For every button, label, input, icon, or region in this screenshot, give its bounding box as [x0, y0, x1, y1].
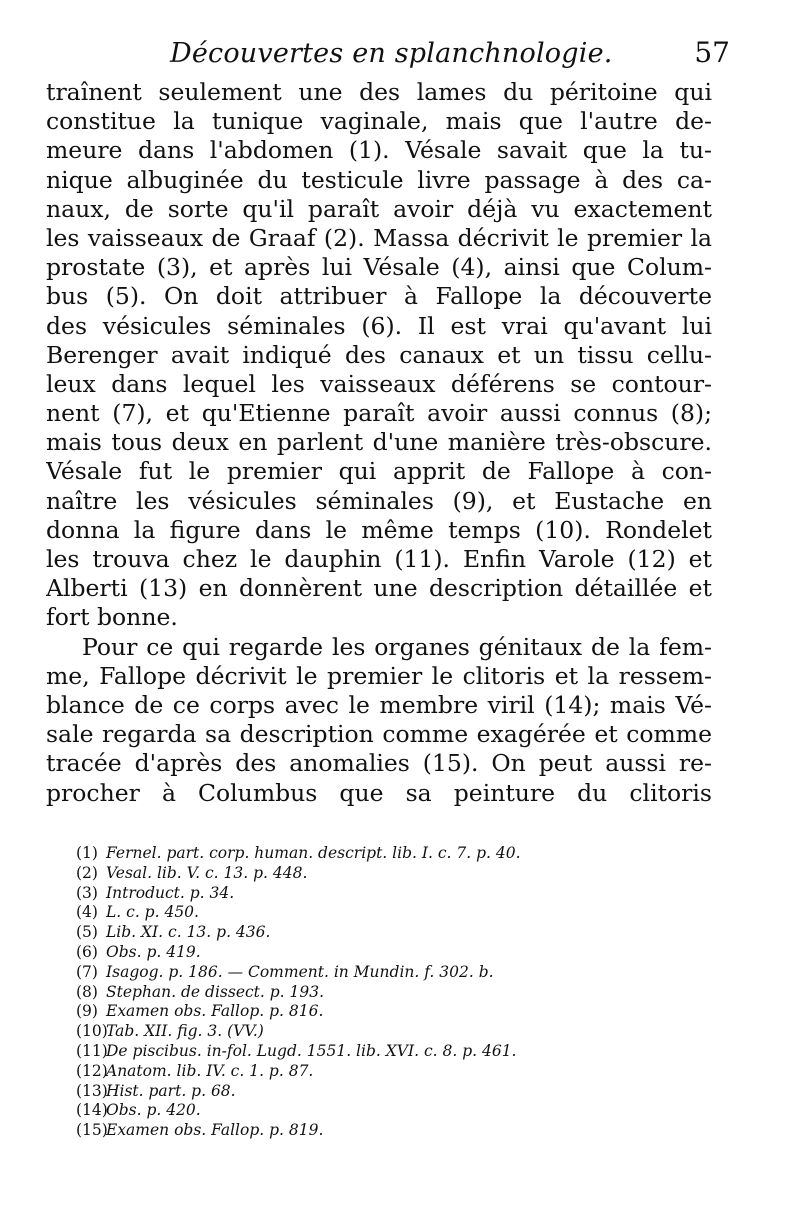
body-text: [46, 78, 712, 808]
footnote-number: (15): [76, 1121, 108, 1140]
footnote-text: Isagog. p. 186. — Comment. in Mundin. f. 302. b.: [106, 962, 494, 981]
footnote-number: (3): [76, 883, 98, 902]
footnote-number: (4): [76, 903, 98, 922]
text-line: Alberti (13) en donnèrent une description détaillée et: [46, 574, 712, 603]
footnote-number: (12): [76, 1061, 108, 1080]
footnote-text: Obs. p. 420.: [106, 1101, 201, 1120]
footnote-number: (1): [76, 844, 98, 862]
footnote: [76, 923, 696, 943]
footnote-text: Hist. part. p. 68.: [106, 1081, 236, 1100]
footnote-number: (14): [76, 1101, 108, 1120]
text-line: fort bonne.: [46, 603, 178, 632]
footnote-text: Introduct. p. 34.: [106, 883, 235, 902]
text-line: nent (7), et qu'Etienne paraît avoir aussi connus (8);: [46, 399, 712, 428]
footnote: [76, 884, 696, 904]
paragraph-first-line: Pour ce qui regarde les organes génitaux de la fem-: [82, 632, 712, 661]
footnote-number: (11): [76, 1041, 108, 1060]
footnote: [76, 1062, 696, 1082]
running-title: Découvertes en splanchnologie.: [170, 38, 613, 69]
text-line: naux, de sorte qu'il paraît avoir déjà vu exactement: [46, 194, 712, 223]
footnote-text: Vesal. lib. V. c. 13. p. 448.: [106, 863, 308, 882]
footnotes: [76, 844, 696, 1141]
text-line: prostate (3), et après lui Vésale (4), ainsi que Colum-: [46, 253, 712, 282]
footnote-number: (7): [76, 962, 98, 981]
footnote-text: Fernel. part. corp. human. descript. lib. I. c. 7. p. 40.: [106, 844, 521, 862]
footnote: [76, 943, 696, 963]
footnote-text: Lib. XI. c. 13. p. 436.: [106, 923, 271, 942]
footnote: [76, 844, 696, 864]
footnote-text: Examen obs. Fallop. p. 819.: [106, 1121, 324, 1140]
text-line: leux dans lequel les vaisseaux déférens se contour-: [46, 369, 712, 398]
footnote-text: Anatom. lib. IV. c. 1. p. 87.: [106, 1061, 314, 1080]
text-line: traînent seulement une des lames du péritoine qui: [46, 78, 712, 106]
footnote-text: De piscibus. in-fol. Lugd. 1551. lib. XVI. c. 8. p. 461.: [106, 1041, 517, 1060]
footnote: [76, 903, 696, 923]
text-line: procher à Columbus que sa peinture du clitoris: [46, 778, 712, 807]
footnote-number: (9): [76, 1002, 98, 1021]
footnote-text: Tab. XII. fig. 3. (VV.): [106, 1022, 264, 1041]
footnote-number: (10): [76, 1022, 108, 1041]
footnote: [76, 1082, 696, 1102]
footnote-number: (2): [76, 863, 98, 882]
footnote: [76, 1022, 696, 1042]
text-line: naître les vésicules séminales (9), et Eustache en: [46, 486, 712, 515]
text-line: les trouva chez le dauphin (11). Enfin Varole (12) et: [46, 545, 712, 573]
text-line: Vésale fut le premier qui apprit de Fallope à con-: [46, 457, 712, 486]
footnote: [76, 963, 696, 983]
text-line: me, Fallope décrivit le premier le clitoris et la ressem-: [46, 661, 712, 690]
footnote-number: (8): [76, 982, 98, 1001]
footnote: [76, 1002, 696, 1022]
text-line: les vaisseaux de Graaf (2). Massa décrivit le premier la: [46, 223, 712, 252]
text-line: des vésicules séminales (6). Il est vrai qu'avant lui: [46, 311, 712, 340]
footnote-text: L. c. p. 450.: [106, 903, 199, 922]
footnote-text: Examen obs. Fallop. p. 816.: [106, 1002, 324, 1021]
running-header: [170, 38, 730, 78]
footnote: [76, 1042, 696, 1062]
footnote-text: Stephan. de dissect. p. 193.: [106, 982, 325, 1001]
footnote-text: Obs. p. 419.: [106, 942, 201, 961]
text-line: bus (5). On doit attribuer à Fallope la découverte: [46, 282, 712, 311]
page-number: 57: [694, 36, 730, 69]
text-line: mais tous deux en parlent d'une manière très-obscure.: [46, 428, 712, 457]
footnote: [76, 983, 696, 1003]
text-line: meure dans l'abdomen (1). Vésale savait que la tu-: [46, 136, 712, 165]
text-line: donna la figure dans le même temps (10). Rondelet: [46, 515, 712, 544]
footnote-number: (5): [76, 923, 98, 942]
text-line: nique albuginée du testicule livre passage à des ca-: [46, 165, 712, 194]
footnote-number: (13): [76, 1081, 108, 1100]
footnote: [76, 1101, 696, 1121]
footnote: [76, 864, 696, 884]
text-line: constitue la tunique vaginale, mais que l'autre de-: [46, 107, 712, 136]
footnote: [76, 1121, 696, 1141]
text-line: tracée d'après des anomalies (15). On peut aussi re-: [46, 749, 712, 778]
footnote-number: (6): [76, 942, 98, 961]
text-line: sale regarda sa description comme exagérée et comme: [46, 720, 712, 749]
text-line: Berenger avait indiqué des canaux et un tissu cellu-: [46, 340, 712, 369]
text-line: blance de ce corps avec le membre viril (14); mais Vé-: [46, 690, 712, 719]
